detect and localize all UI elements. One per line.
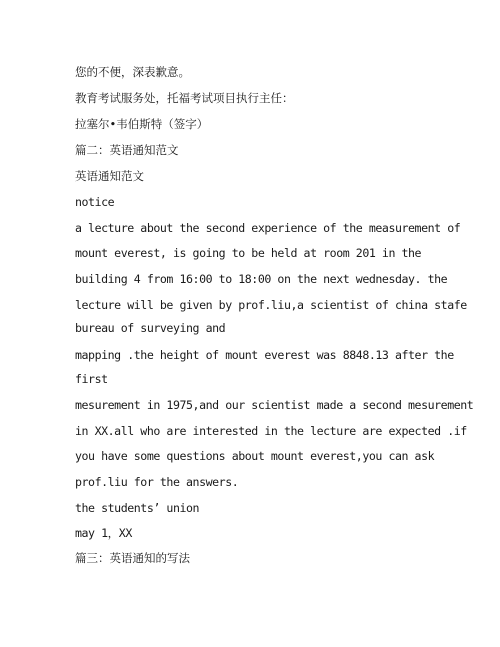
notice-signer: the students’ union [75, 501, 200, 515]
notice-body-line: you have some questions about mount everest,you can ask [75, 449, 435, 463]
text-line-signature: 拉塞尔•韦伯斯特（签字） [75, 117, 209, 131]
subheading-english-notice-sample: 英语通知范文 [75, 169, 144, 183]
notice-body-line: mapping .the height of mount everest was 8848.13 after the [75, 348, 454, 362]
notice-body-line: prof.liu for the answers. [75, 475, 239, 489]
notice-body-line: in XX.all who are interested in the lecture are expected .if [75, 424, 467, 438]
notice-body-line: mount everest, is going to be held at room 201 in the [75, 246, 422, 260]
notice-body-line: a lecture about the second experience of the measurement of [75, 221, 461, 235]
text-line-apology: 您的不便，深表歉意。 [75, 65, 190, 79]
notice-body-line: lecture will be given by prof.liu,a scientist of china stafe [75, 298, 467, 312]
notice-body-line: first [75, 372, 108, 386]
section-heading-part-two: 篇二：英语通知范文 [75, 143, 179, 157]
notice-date: may 1，XX [75, 526, 132, 540]
notice-body-line: mesurement in 1975,and our scientist made a second mesurement [75, 398, 474, 412]
text-line-office: 教育考试服务处，托福考试项目执行主任： [75, 91, 294, 105]
section-heading-part-three: 篇三：英语通知的写法 [75, 551, 190, 565]
notice-title: notice [75, 195, 115, 209]
notice-body-line: building 4 from 16:00 to 18:00 on the next wednesday. the [75, 272, 448, 286]
notice-body-line: bureau of surveying and [75, 321, 226, 335]
